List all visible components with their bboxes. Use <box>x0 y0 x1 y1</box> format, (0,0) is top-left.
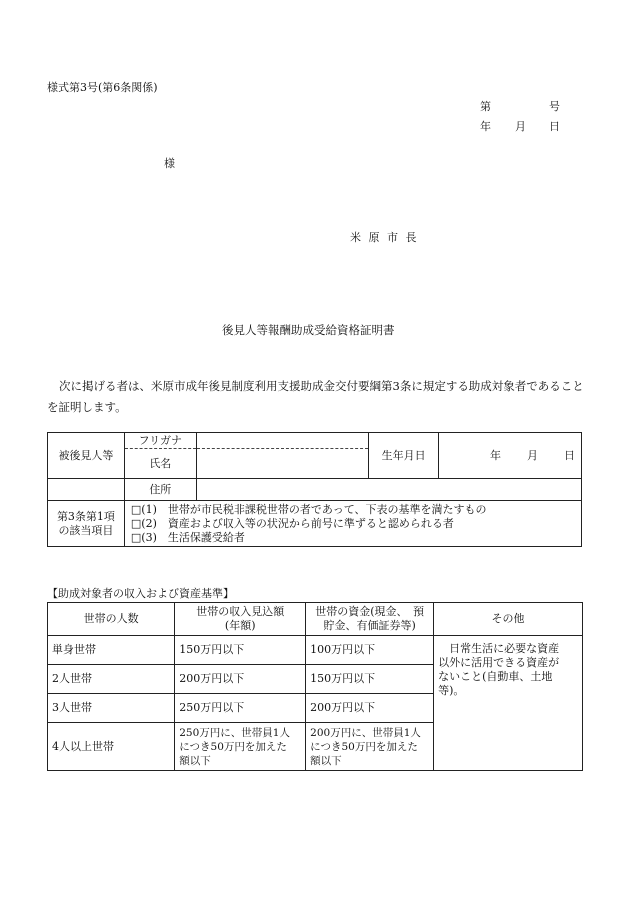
header-assets: 世帯の資金(現金、 預 貯金、有価証券等) <box>306 603 434 636</box>
header-members: 世帯の人数 <box>48 603 175 636</box>
issuer: 米 原 市 長 <box>350 231 419 244</box>
date-month: 月 <box>515 120 526 133</box>
other-cell: 日常生活に必要な資産 以外に活用できる資産が ないこと(自動車、土地 等)。 <box>434 636 583 771</box>
birth-month-label: 月 <box>527 448 538 462</box>
name-field[interactable] <box>196 449 369 479</box>
address-label: 住所 <box>124 479 196 501</box>
certification-text: 次に掲げる者は、米原市成年後見制度利用支援助成金交付要綱第3条に規定する助成対象者であることを証明します。 <box>47 379 584 414</box>
header-other: その他 <box>434 603 583 636</box>
ward-info-table <box>47 432 582 547</box>
header-income: 世帯の収入見込額 (年額) <box>175 603 306 636</box>
income-cell: 200万円以下 <box>175 665 306 694</box>
option-2-checkbox[interactable]: □(2) 資産および収入等の状況から前号に準ずると認められる者 <box>130 516 454 530</box>
income-cell: 250万円に、世帯員1人 につき50万円を加えた 額以下 <box>175 723 306 771</box>
assets-cell: 200万円に、世帯員1人 につき50万円を加えた 額以下 <box>306 723 434 771</box>
form-number: 様式第3号(第6条関係) <box>47 81 158 94</box>
members-cell: 3人世帯 <box>48 694 175 723</box>
members-cell: 2人世帯 <box>48 665 175 694</box>
income-cell: 150万円以下 <box>175 636 306 665</box>
criteria-heading: 【助成対象者の収入および資産基準】 <box>47 587 234 600</box>
document-title: 後見人等報酬助成受給資格証明書 <box>222 323 395 337</box>
address-field[interactable] <box>196 479 581 501</box>
assets-cell: 100万円以下 <box>306 636 434 665</box>
option-1-checkbox[interactable]: □(1) 世帯が市民税非課税世帯の者であって、下表の基準を満たすもの <box>130 502 487 516</box>
table-row <box>48 636 583 665</box>
assets-cell: 150万円以下 <box>306 665 434 694</box>
birth-label: 生年月日 <box>369 433 439 479</box>
date-year: 年 <box>480 120 491 133</box>
birth-date-field[interactable] <box>439 433 582 479</box>
ward-label: 被後見人等 <box>48 433 125 479</box>
furigana-label: フリガナ <box>124 433 196 449</box>
doc-number-prefix: 第 <box>480 100 491 113</box>
name-label: 氏名 <box>124 449 196 479</box>
members-cell: 単身世帯 <box>48 636 175 665</box>
doc-number-suffix: 号 <box>549 100 560 113</box>
option-3-checkbox[interactable]: □(3) 生活保護受給者 <box>130 530 245 544</box>
income-cell: 250万円以下 <box>175 694 306 723</box>
birth-year-label: 年 <box>490 448 501 462</box>
addressee-suffix: 様 <box>164 157 175 170</box>
assets-cell: 200万円以下 <box>306 694 434 723</box>
applicable-options <box>124 501 581 547</box>
applicable-item-label: 第3条第1項 の該当項目 <box>48 501 125 547</box>
birth-day-label: 日 <box>564 448 575 462</box>
furigana-field[interactable] <box>196 433 369 449</box>
criteria-table <box>47 602 583 771</box>
date-day: 日 <box>549 120 560 133</box>
members-cell: 4人以上世帯 <box>48 723 175 771</box>
